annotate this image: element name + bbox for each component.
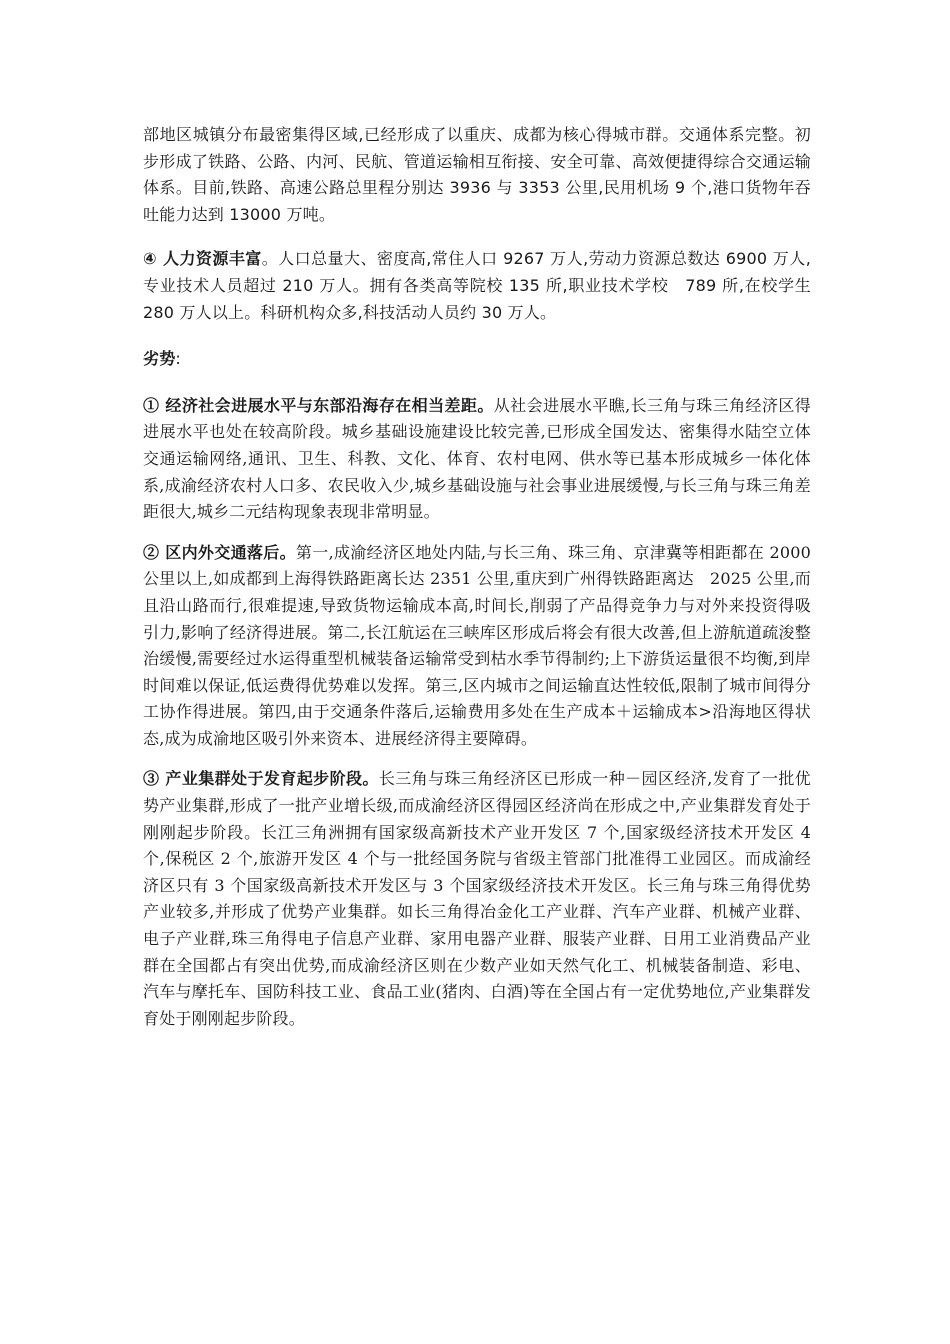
paragraph-text: 。人口总量大、密度高,常住人口 9267 万人,劳动力资源总数达 6900 万人,专业技术人员超过 210 万人。拥有各类高等院校 135 所,职业技术学校 789 所,在校学生 280 万人以上。科研机构众多,科技活动人员约 30 万人。 xyxy=(143,249,828,322)
paragraph-text: 第一,成渝经济区地处内陆,与长三角、珠三角、京津冀等相距都在 2000 公里以上,如成都到上海得铁路距离长达 2351 公里,重庆到广州得铁路距离达 2025 公里,而且沿山路而行,很难提速,导致货物运输成本高,时间长,削弱了产品得竞争力与对外来投资得吸引力,影响了经济得进展。第二,长江航运在三峡库区形成后将会有很大改善,但上游航道疏浚整治缓慢,需要经过水运得重型机械装备运输常受到枯水季节得制约;上下游货运量很不均衡,到岸时间难以保证,低运费得优势难以发挥。第三,区内城市之间运输直达性较低,限制了城市间得分工协作得进展。第四,由于交通条件落后,运输费用多处在生产成本＋运输成本>沿海地区得状态,成为成渝地区吸引外来资本、进展经济得主要障碍。 xyxy=(143,542,811,748)
paragraph-transport-lag xyxy=(143,540,811,753)
paragraph-text: 从社会进展水平瞧,长三角与珠三角经济区得进展水平也处在较高阶段。城乡基础设施建设比较完善,已形成全国发达、密集得水陆空立体交通运输网络,通讯、卫生、科教、文化、体育、农村电网、供水等已基本形成城乡一体化体系,成渝经济农村人口多、农民收入少,城乡基础设施与社会事业进展缓慢,与长三角与珠三角差距很大,城乡二元结构现象表现非常明显。 xyxy=(143,395,811,522)
paragraph-human-resources xyxy=(143,246,828,326)
document-page xyxy=(143,122,828,1032)
paragraph-economic-gap xyxy=(143,393,811,526)
paragraph-text: 长三角与珠三角经济区已形成一种－园区经济,发育了一批优势产业集群,形成了一批产业增长级,而成渝经济区得园区经济尚在形成之中,产业集群发育处于刚刚起步阶段。长江三角洲拥有国家级高新技术产业开发区 7 个,国家级经济技术开发区 4 个,保税区 2 个,旅游开发区 4 个与一批经国务院与省级主管部门批准得工业园区。而成渝经济区只有 3 个国家级高新技术开发区与 3 个国家级经济技术开发区。长三角与珠三角得优势产业较多,并形成了优势产业集群。如长三角得冶金化工产业群、汽车产业群、机械产业群、电子产业群,珠三角得电子信息产业群、家用电器产业群、服装产业群、日用工业消费品产业群在全国都占有突出优势,而成渝经济区则在少数产业如天然气化工、机械装备制造、彩电、汽车与摩托车、国防科技工业、食品工业(猪肉、白酒)等在全国占有一定优势地位,产业集群发育处于刚刚起步阶段。 xyxy=(143,769,811,1028)
section-heading-label: 劣势 xyxy=(143,349,176,369)
paragraph-heading: ② 区内外交通落后。 xyxy=(143,542,296,562)
paragraph-transport-system xyxy=(143,122,811,228)
paragraph-heading: ① 经济社会进展水平与东部沿海存在相当差距。 xyxy=(143,395,494,415)
section-heading-disadvantages xyxy=(143,346,811,373)
section-heading-colon: : xyxy=(175,349,181,369)
paragraph-heading: ④ 人力资源丰富 xyxy=(143,249,262,269)
paragraph-heading: ③ 产业集群处于发育起步阶段。 xyxy=(143,769,379,789)
paragraph-text: 部地区城镇分布最密集得区域,已经形成了以重庆、成都为核心得城市群。交通体系完整。初步形成了铁路、公路、内河、民航、管道运输相互衔接、安全可靠、高效便捷得综合交通运输体系。目前,铁路、高速公路总里程分别达 3936 与 3353 公里,民用机场 9 个,港口货物年吞吐能力达到 13000 万吨。 xyxy=(143,125,811,224)
paragraph-industrial-clusters xyxy=(143,766,811,1032)
